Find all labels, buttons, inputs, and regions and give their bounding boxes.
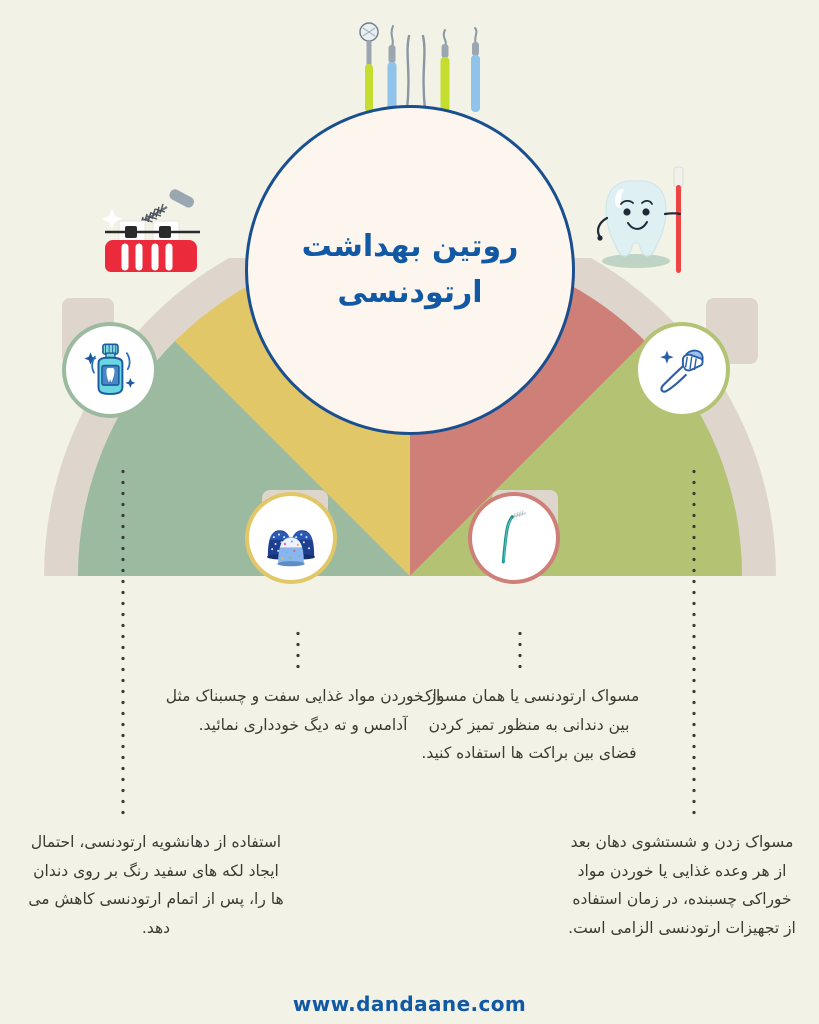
website-footer[interactable]: www.dandaane.com <box>292 992 527 1016</box>
caption-toothbrush: مسواک زدن و شستشوی دهان بعد از هر وعده غذایی یا خوردن مواد خوراکی چسبنده، در زمان استفاده از تجهیزات ارتودنسی الزامی است. <box>568 833 796 938</box>
page-title-line2: ارتودنسی <box>337 275 483 310</box>
connector-dots-interdental <box>518 628 522 674</box>
caption-candy: از خوردن مواد غذایی سفت و چسبناک مثل آدامس و ته دیگ خودداری نمائید. <box>165 687 441 734</box>
interdental-brush-icon <box>483 507 545 569</box>
toothbrush-icon <box>651 339 713 401</box>
mouthwash-bottle-icon <box>79 339 141 401</box>
bubble-candy[interactable] <box>245 492 337 584</box>
page-title <box>285 224 535 317</box>
connector-dots-toothbrush <box>692 466 696 818</box>
connector-dots-mouthwash <box>121 466 125 818</box>
center-title-circle <box>245 105 575 435</box>
sticky-candy-icon <box>261 508 321 568</box>
connector-dots-candy <box>296 628 300 674</box>
caption-mouthwash: استفاده از دهانشویه ارتودنسی، احتمال ایجاد لکه های سفید رنگ بر روی دندان ها را، پس از اتمام ارتودنسی کاهش می دهد. <box>28 833 284 938</box>
page-title-line1: روتین بهداشت <box>301 228 519 264</box>
caption-interdental: مسواک ارتودنسی یا همان مسواک بین دندانی به منظور تمیز کردن فضای بین براکت ها استفاده کنید. <box>418 687 640 763</box>
bubble-toothbrush[interactable] <box>634 322 730 418</box>
bubble-mouthwash[interactable] <box>62 322 158 418</box>
bubble-interdental-brush[interactable] <box>468 492 560 584</box>
